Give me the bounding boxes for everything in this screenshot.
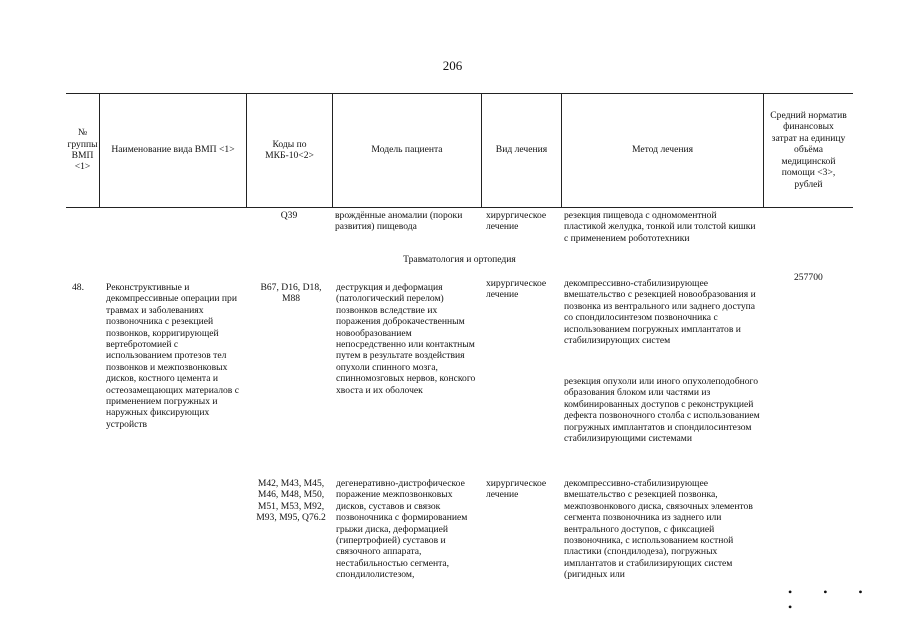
section-title: Травматология и ортопедия [403,254,516,265]
row-48-group: 48. [72,282,84,293]
page-number: 206 [442,58,463,73]
row-48-sub1-kind: хирургическое лечение [486,278,547,301]
row-48-cost: 257700 [794,272,823,283]
header-codes: Коды по МКБ-10<2> [265,138,314,161]
row-q39-method: резекция пищевода с одномоментной пластикой желудка, тонкой или толстой кишки с применением робототехники [564,210,756,244]
header-name: Наименование вида ВМП <1> [111,144,235,156]
row-48-sub2-codes: M42, M43, M45, M46, M48, M50, M51, M53, M92, M93, M95, Q76.2 [256,478,326,524]
header-kind: Вид лечения [495,144,548,156]
row-48-sub2-model: дегенеративно-дистрофическое поражение межпозвонковых дисков, суставов и связок позвоночника с формированием грыжи диска, деформацией (гипертрофией) суставов и связочного аппарата, нестабильностью сегмента, спондилолистезом, [336,478,468,581]
header-cost: Средний норматив финансовых затрат на единицу объёма медицинской помощи <3>, рублей [770,110,847,190]
row-q39-model: врождённые аномалии (пороки развития) пищевода [335,210,463,233]
row-48-sub1-method-2: резекция опухоли или иного опухолеподобного образования блоком или частями из комбинированных доступов с реконструкцией дефекта позвоночного столба с использованием погружных имплантатов и спондилосинтезом стабилизирующими системами [564,376,760,445]
row-48-sub1-codes: B67, D16, D18, M88 [260,282,322,305]
footer-dots: • • • • [788,585,877,614]
row-48-sub1-method-1: декомпрессивно-стабилизирующее вмешательство с резекцией новообразования и позвонка из вентрального или заднего доступа со спондилосинтезом позвоночника с использованием погружных имплантатов и стабилизирующих систем [564,278,756,347]
header-model: Модель пациента [371,144,443,156]
header-group: № группы ВМП <1> [67,127,98,173]
row-48-name: Реконструктивные и декомпрессивные операции при травмах и заболеваниях позвоночника с резекцией позвонков, корригирующей вертебротомией с использованием протезов тел позвонков и межпозвонковых дисков, костного цемента и остеозамещающих материалов с применением погружных и наружных фиксирующих устройств [106,282,239,430]
row-q39-kind: хирургическое лечение [486,210,547,233]
row-48-sub1-model: деструкция и деформация (патологический перелом) позвонков вследствие их поражения доброкачественным новообразованием непосредственно или контактным путем в результате воздействия опухоли спинного мозга, спинномозговых нервов, конского хвоста и их оболочек [336,282,476,396]
row-48-sub2-method: декомпрессивно-стабилизирующее вмешательство с резекцией позвонка, межпозвонкового диска, связочных элементов сегмента позвоночника из заднего или вентрального доступов, с фиксацией позвоночника, с использованием костной пластики (спондилодеза), погружных имплантатов и стабилизирующих систем (ригидных или [564,478,753,581]
table-header-bottom-border [66,207,853,208]
header-method: Метод лечения [631,144,694,156]
row-q39-codes: Q39 [280,210,298,221]
row-48-sub2-kind: хирургическое лечение [486,478,547,501]
